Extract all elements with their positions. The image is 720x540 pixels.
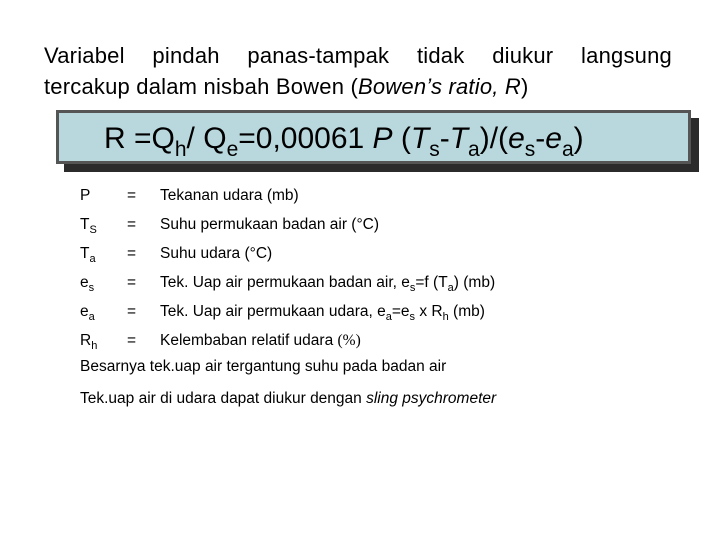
formula-part: =0,00061 — [238, 122, 373, 155]
desc-text: x R — [415, 303, 443, 320]
variable-description: Suhu permukaan badan air (°C) — [160, 216, 380, 233]
variable-symbol — [80, 184, 120, 208]
desc-sub: h — [442, 311, 449, 323]
equals-sign: = — [127, 303, 137, 320]
desc-sub: s — [409, 311, 416, 323]
desc-text: Tek. Uap air permukaan udara, e — [160, 303, 386, 320]
desc-text: (mb) — [448, 303, 485, 320]
formula-sub: e — [226, 138, 239, 161]
symbol-letter: e — [80, 303, 89, 320]
symbol-sub: s — [88, 282, 95, 294]
desc-text: =f (T — [415, 274, 448, 291]
formula-sub: a — [468, 138, 480, 161]
formula-sub: s — [429, 138, 440, 161]
variable-description — [160, 271, 495, 295]
formula-var: P — [372, 122, 393, 155]
desc-sub: a — [385, 311, 392, 323]
equals-sign: = — [127, 245, 137, 262]
formula-sub: s — [524, 138, 536, 161]
variable-description: Tekanan udara (mb) — [160, 187, 299, 204]
intro-word: tidak — [416, 43, 465, 68]
variable-symbol — [80, 300, 120, 324]
formula-var: T — [410, 122, 430, 155]
desc-text: Kelembaban relatif udara — [160, 332, 338, 349]
intro-word: diukur — [492, 43, 554, 68]
formula-part: - — [535, 122, 546, 155]
formula-part: / Q — [186, 122, 227, 155]
intro-word: langsung — [581, 43, 672, 68]
formula-sub: h — [174, 138, 187, 161]
desc-sub: a — [447, 282, 454, 294]
variable-description: Suhu udara (°C) — [160, 245, 273, 262]
equals-sign: = — [127, 332, 137, 349]
intro-word: pindah — [152, 43, 220, 68]
variable-symbol — [80, 213, 120, 237]
equals-sign: = — [127, 216, 137, 233]
note2-prefix: Tek.uap air di udara dapat diukur dengan — [80, 390, 367, 407]
desc-text: (%) — [337, 332, 361, 349]
variable-symbol — [80, 271, 120, 295]
note-line-2 — [80, 390, 496, 408]
bowen-ratio-formula — [104, 119, 584, 159]
formula-part: - — [439, 122, 450, 155]
intro-word: panas-tampak — [247, 43, 390, 68]
intro-line2-prefix: tercakup dalam nisbah Bowen ( — [44, 74, 358, 99]
formula-part: ) — [573, 122, 584, 155]
formula-var: T — [449, 122, 469, 155]
note-line-1: Besarnya tek.uap air tergantung suhu pada badan air — [80, 358, 447, 375]
symbol-letter: P — [80, 187, 91, 204]
formula-part: R =Q — [104, 122, 175, 155]
intro-line-2 — [44, 71, 672, 102]
variable-description — [160, 329, 361, 353]
equals-sign: = — [127, 274, 137, 291]
variable-symbol — [80, 242, 120, 266]
symbol-sub: a — [88, 311, 95, 323]
symbol-letter: R — [80, 332, 92, 349]
note2-italic: sling psychrometer — [366, 390, 497, 407]
formula-box — [56, 110, 691, 164]
formula-sub: a — [561, 138, 574, 161]
variable-description — [160, 300, 485, 324]
symbol-letter: e — [80, 274, 89, 291]
desc-text: =e — [391, 303, 410, 320]
intro-line2-suffix: ) — [520, 74, 529, 99]
formula-var: e — [508, 122, 525, 155]
desc-sub: s — [409, 282, 416, 294]
symbol-sub: a — [89, 253, 96, 265]
intro-line-1 — [44, 40, 672, 71]
intro-paragraph — [44, 40, 672, 102]
formula-part: ( — [392, 122, 411, 155]
symbol-letter: T — [80, 245, 90, 262]
intro-word: Variabel — [44, 43, 125, 68]
symbol-letter: T — [80, 216, 90, 233]
equals-sign: = — [127, 187, 137, 204]
variable-symbol — [80, 329, 120, 353]
formula-part: )/( — [479, 122, 509, 155]
desc-text: Tek. Uap air permukaan badan air, e — [160, 274, 410, 291]
symbol-sub: S — [89, 224, 97, 236]
desc-text: ) (mb) — [453, 274, 496, 291]
intro-line2-italic: Bowen’s ratio, R — [357, 74, 521, 99]
formula-var: e — [545, 122, 562, 155]
symbol-sub: h — [91, 340, 98, 352]
